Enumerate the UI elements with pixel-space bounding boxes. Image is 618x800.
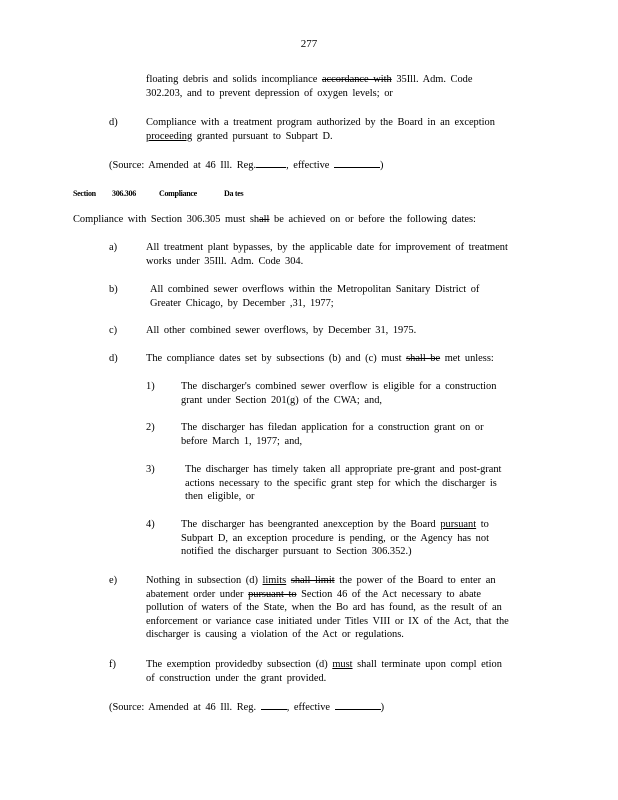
underlined-text: limits bbox=[262, 575, 287, 586]
page-number: 277 bbox=[300, 38, 318, 50]
subitem-2-text bbox=[181, 421, 526, 448]
item-label-a: a) bbox=[109, 242, 118, 253]
item-e-text bbox=[146, 574, 541, 642]
subitem-4-text bbox=[181, 518, 526, 559]
text-line: before March 1, 1977; and, bbox=[181, 435, 303, 447]
text-span: abatement order under bbox=[146, 588, 249, 600]
item-label-e: e) bbox=[109, 575, 118, 586]
subitem-1-text bbox=[181, 380, 526, 407]
subitem-label-4: 4) bbox=[146, 519, 155, 530]
text-span: floating debris and solids incompliance bbox=[146, 74, 322, 85]
underlined-text: must bbox=[332, 659, 353, 670]
item-label-b: b) bbox=[109, 284, 118, 295]
text-span: shall terminate upon compl etion bbox=[352, 659, 502, 670]
text-span: ) bbox=[380, 160, 384, 171]
text-span: Section 46 of the Act necessary to abate bbox=[296, 588, 482, 600]
text-line: 302.203, and to prevent depression of oxygen levels; or bbox=[146, 87, 393, 99]
continued-paragraph bbox=[146, 73, 506, 100]
text-span: the power of the Board to enter an bbox=[334, 575, 496, 586]
text-line: All treatment plant bypasses, by the applicable date for improvement of treatment bbox=[146, 242, 508, 253]
struck-text: shall be bbox=[406, 353, 441, 364]
item-d-text bbox=[146, 352, 526, 366]
item-label-f: f) bbox=[109, 659, 116, 670]
text-line: All combined sewer overflows within the Metropolitan Sanitary District of bbox=[150, 284, 480, 295]
text-span: granted pursuant to Subpart D. bbox=[192, 130, 333, 142]
text-line: discharger is causing a violation of the Act or regulations. bbox=[146, 629, 404, 640]
blank-line bbox=[261, 699, 287, 710]
text-line: The discharger's combined sewer overflow is eligible for a construction bbox=[181, 381, 497, 392]
text-span: The discharger has beengranted anexception by the Board bbox=[181, 519, 441, 530]
text-line: actions necessary to the specific grant step for which the discharger is bbox=[185, 477, 497, 489]
text-span: (Source: Amended at 46 Ill. Reg. bbox=[109, 702, 257, 713]
blank-line bbox=[335, 699, 381, 710]
text-span: ) bbox=[380, 702, 385, 713]
underlined-text: pursuant bbox=[440, 519, 477, 530]
text-line: then eligible, or bbox=[185, 491, 255, 502]
text-line: notified the discharger pursuant to Section 306.352.) bbox=[181, 546, 412, 557]
item-label-d: d) bbox=[109, 353, 118, 364]
item-c-text bbox=[146, 324, 526, 338]
struck-text: pursuant to bbox=[248, 588, 297, 600]
text-line: pollution of waters of the State, when the Bo ard has found, as the result of an bbox=[146, 602, 502, 613]
text-span: The exemption providedby subsection (d) bbox=[146, 659, 333, 670]
blank-line bbox=[334, 157, 380, 168]
section-intro bbox=[73, 213, 543, 227]
text-span: (Source: Amended at 46 Ill. Reg. bbox=[109, 160, 257, 171]
text-span: to bbox=[476, 519, 489, 530]
item-label-d-top: d) bbox=[109, 117, 118, 128]
item-d-top-text bbox=[146, 116, 526, 143]
item-f-text bbox=[146, 658, 541, 685]
text-span: 35Ill. Adm. Code bbox=[391, 74, 473, 85]
text-line: enforcement or variance case initiated under Titles VIII or IX of the Act, that the bbox=[146, 615, 509, 627]
text-line: The discharger has timely taken all appropriate pre-grant and post-grant bbox=[185, 464, 502, 475]
item-b-text bbox=[150, 283, 530, 310]
underlined-text: proceeding bbox=[146, 130, 193, 142]
text-span: Nothing in subsection (d) bbox=[146, 575, 263, 586]
text-line: All other combined sewer overflows, by December 31, 1975. bbox=[146, 325, 417, 336]
subitem-3-text bbox=[185, 463, 530, 504]
text-line: grant under Section 201(g) of the CWA; and, bbox=[181, 394, 382, 406]
section-title: Compliance bbox=[159, 189, 197, 198]
subitem-label-1: 1) bbox=[146, 381, 155, 392]
text-line: of construction under the grant provided. bbox=[146, 672, 327, 684]
struck-text: all bbox=[259, 214, 270, 225]
text-line: Subpart D, an exception procedure is pending, or the Agency has not bbox=[181, 532, 489, 544]
item-label-c: c) bbox=[109, 325, 118, 336]
text-line: Compliance with a treatment program authorized by the Board in an exception bbox=[146, 117, 495, 128]
subitem-label-3: 3) bbox=[146, 464, 155, 475]
text-span: , effective bbox=[286, 160, 330, 171]
source-note-1 bbox=[109, 157, 429, 173]
item-a-text bbox=[146, 241, 541, 268]
section-title-2: Da tes bbox=[224, 189, 244, 198]
text-span: met unless: bbox=[440, 353, 494, 364]
text-span: The compliance dates set by subsections (b) and (c) must bbox=[146, 353, 407, 364]
source-note-2 bbox=[109, 699, 429, 715]
section-label: Section bbox=[73, 189, 96, 198]
blank-line bbox=[256, 157, 286, 168]
text-line: The discharger has filedan application for a construction grant on or bbox=[181, 422, 484, 433]
subitem-label-2: 2) bbox=[146, 422, 155, 433]
text-span: be achieved on or before the following dates: bbox=[269, 214, 476, 225]
text-line: Greater Chicago, by December ,31, 1977; bbox=[150, 297, 334, 309]
section-number: 306.306 bbox=[112, 189, 136, 198]
struck-text: accordance with bbox=[321, 74, 392, 85]
text-span: Compliance with Section 306.305 must sh bbox=[73, 214, 260, 225]
text-line: works under 35Ill. Adm. Code 304. bbox=[146, 255, 304, 267]
text-span: , effective bbox=[286, 702, 331, 713]
struck-text: shall limit bbox=[290, 575, 335, 586]
